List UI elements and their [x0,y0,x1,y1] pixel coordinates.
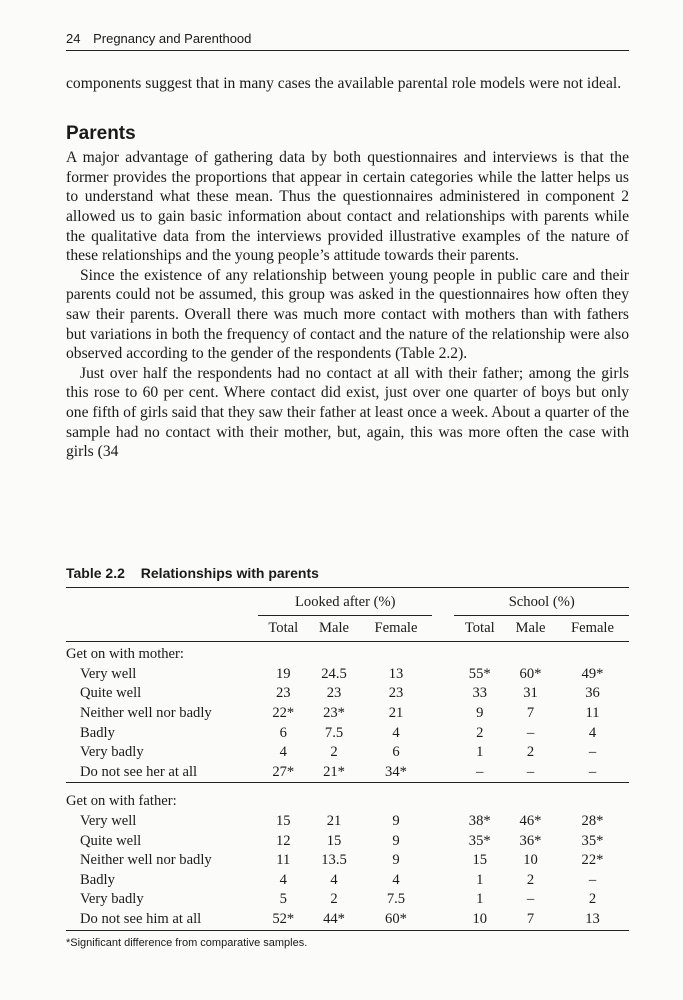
column-header: Total [258,615,309,642]
row-label: Very well [80,665,137,682]
table-footnote: *Significant difference from comparative samples. [66,937,308,949]
table-cell: 11 [276,852,291,869]
table-cell: 36 [585,685,600,702]
table-row [66,665,629,685]
table-cell: – [588,763,597,780]
table-cell: 60* [519,665,542,682]
paragraph: Since the existence of any relationship between young people in public care and their parents could not be assumed, this group was asked in the questionnaires how often they saw their parents. Overall there was much more contact with mothers than with fathers but variations in both the frequency of contact and the nature of the relationship were also observed according to the gender of the respondents (Table 2.2). [66,266,629,363]
table-cell: 55* [468,665,491,682]
table-cell: 24.5 [321,665,347,682]
row-label: Neither well nor badly [80,704,212,721]
section-heading: Parents [66,122,136,144]
table-cell: 12 [275,832,291,849]
section-row [66,783,629,812]
table-cell: – [526,891,535,908]
data-table-container [66,587,629,931]
table-cell: 35* [468,832,491,849]
column-header: Total [454,615,505,642]
table-cell: 4 [330,871,338,888]
table-row [66,832,629,852]
table-cell: 21 [388,704,404,721]
table-cell: 15 [472,852,488,869]
running-head [66,31,629,51]
table-cell: 6 [279,724,287,741]
table-cell: 13 [388,665,404,682]
paragraph: A major advantage of gathering data by both questionnaires and interviews is that the former provides the proportions that appear in certain categories while the latter helps us to understand what these mean. Thus the questionnaires administered in component 2 allowed us to gain basic information about contact and relationships with parents while the qualitative data from the interviews provided illustrative examples of the nature of these relationships and the young people’s attitude towards their parents. [66,149,629,265]
table-number: Table 2.2 [66,565,125,581]
table-cell: – [588,871,597,888]
row-label: Do not see her at all [80,763,198,780]
paragraph: Just over half the respondents had no contact at all with their father; among the girls this rose to 60 per cent. Where contact did exist, just over one quarter of boys but only one fifth of girls said that they saw their father at least once a week. About a quarter of the sample had no contact with their mother, but, again, this was more often the case with girls (34 [66,364,629,461]
table-cell: 6 [392,744,400,761]
group-header-school: School (%) [454,588,629,615]
table-title: Relationships with parents [140,565,319,581]
row-label: Badly [80,724,115,741]
section-title: Get on with mother: [66,646,184,663]
table-cell: 38* [468,812,491,829]
row-label: Neither well nor badly [80,852,212,869]
group-header-looked-after: Looked after (%) [258,588,432,615]
table-cell: 4 [279,871,287,888]
table-cell: 1 [476,871,484,888]
row-label: Do not see him at all [80,910,202,927]
table-caption [66,565,319,581]
table-cell: – [526,763,535,780]
table-cell: 9 [476,704,484,721]
table-cell: 2 [330,744,338,761]
page-number: 24 [66,31,81,46]
running-head-title: Pregnancy and Parenthood [93,31,252,46]
table-cell: 9 [392,852,400,869]
table-row [66,910,629,930]
table-cell: – [526,724,535,741]
table-cell: 19 [275,665,291,682]
table-cell: 49* [581,665,604,682]
table-cell: 15 [326,832,342,849]
table-row [66,890,629,910]
table-cell: 22* [581,852,604,869]
table-cell: 33 [472,685,488,702]
row-label: Badly [80,871,115,888]
relationships-table [66,588,629,930]
column-header-row [66,615,629,642]
group-header-row [66,588,629,615]
table-cell: 7 [526,910,535,927]
row-label: Quite well [80,832,142,849]
table-cell: 2 [588,891,597,908]
table-cell: 21 [326,812,342,829]
section-row [66,642,629,665]
table-cell: 21* [323,763,345,780]
column-header: Female [556,615,629,642]
table-cell: 23 [388,685,404,702]
table-cell: 36* [519,832,542,849]
row-label: Very well [80,812,137,829]
table-cell: 7.5 [324,724,344,741]
table-cell: 10 [472,910,488,927]
table-row [66,704,629,724]
table-cell: 28* [581,812,604,829]
table-cell: 1 [476,891,484,908]
table-cell: 2 [476,724,484,741]
table-cell: 9 [392,832,400,849]
table-cell: 5 [279,891,287,908]
table-cell: 23* [323,704,345,721]
table-cell: 35* [581,832,604,849]
table-row [66,871,629,891]
column-header: Female [360,615,433,642]
table-cell: 4 [279,744,287,761]
table-row [66,743,629,763]
table-row [66,724,629,744]
table-cell: 7 [526,704,535,721]
column-header: Male [505,615,556,642]
table-cell: 44* [323,910,345,927]
table-row [66,684,629,704]
table-cell: 27* [272,763,295,780]
table-cell: 60* [385,910,407,927]
table-cell: 52* [272,910,295,927]
body-text [66,74,629,462]
table-cell: – [476,763,484,780]
table-cell: 23 [326,685,342,702]
table-cell: 31 [523,685,538,702]
table-cell: 2 [526,744,535,761]
table-cell: 22* [272,704,295,721]
table-cell: 4 [588,724,597,741]
table-row [66,851,629,871]
table-cell: 11 [585,704,600,721]
row-label: Very badly [80,891,144,908]
table-cell: 46* [519,812,542,829]
table-cell: 2 [330,891,338,908]
table-row [66,812,629,832]
section-title: Get on with father: [66,783,629,812]
intro-paragraph: components suggest that in many cases the available parental role models were not ideal. [66,75,622,92]
row-label: Quite well [80,685,142,702]
table-row [66,763,629,783]
table-cell: 34* [385,763,407,780]
table-cell: 2 [526,871,535,888]
table-cell: 1 [476,744,484,761]
table-cell: – [588,744,597,761]
table-cell: 9 [392,812,400,829]
table-cell: 13 [585,910,600,927]
table-cell: 4 [392,724,400,741]
table-cell: 15 [275,812,291,829]
table-cell: 13.5 [321,852,347,869]
table-cell: 4 [392,871,400,888]
table-cell: 10 [523,852,538,869]
row-label: Very badly [80,744,144,761]
table-cell: 7.5 [386,891,406,908]
table-cell: 23 [275,685,291,702]
column-header: Male [309,615,360,642]
